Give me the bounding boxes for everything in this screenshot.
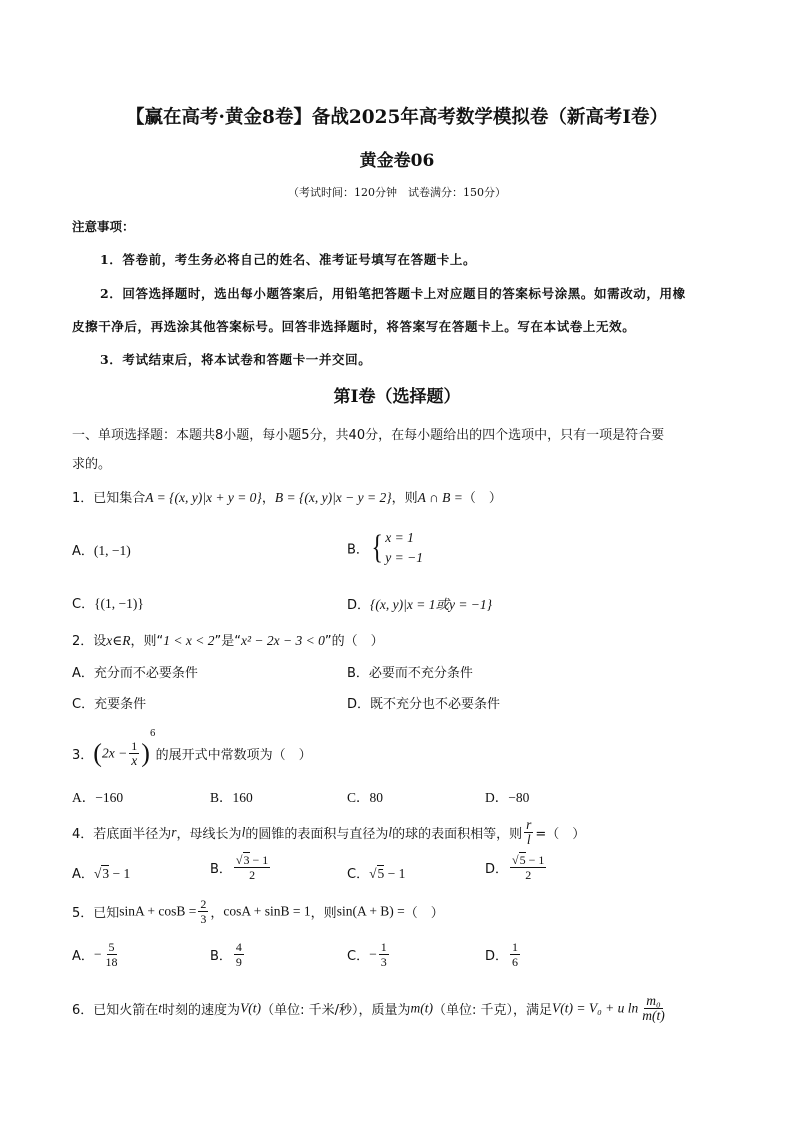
q3-option-c: C．80: [347, 790, 384, 805]
q1-set-b: B = {(x, y)|x − y = 2}: [274, 490, 392, 505]
section-intro-b: 求的。: [72, 457, 112, 472]
note-1: 1．答卷前，考生务必将自己的姓名、准考证号填写在答题卡上。: [100, 252, 477, 267]
q4-option-a: A．√3 − 1: [72, 866, 131, 882]
q1-option-a: A．(1, −1): [72, 543, 131, 559]
q6-stem: 6．已知火箭在t时刻的速度为V(t)（单位: 千米/秒），质量为m(t)（单位: 千克），满足V(t) = V₀ + u ln $\frac{\text{m₀}}{m(t)}$: [72, 993, 665, 1023]
exam-subtitle: 黄金卷06: [359, 151, 435, 171]
q1-option-b: B．{ x = 1 y = −1: [347, 529, 423, 566]
q5-option-d: D． $\frac{1}{6}$: [485, 940, 519, 969]
q2-option-c: C．充要条件: [72, 697, 147, 712]
note-3: 3．考试结束后，将本试卷和答题卡一并交回。: [100, 352, 372, 367]
q2-stem: 2．设x∈R，则“1 < x < 2”是“x² − 2x − 3 < 0”的（ ）: [72, 633, 384, 649]
q5-option-b: B． $\frac{4}{9}$: [210, 940, 242, 969]
q2-option-d: D．既不充分也不必要条件: [347, 697, 501, 712]
section-intro-a: 一、单项选择题：本题共8小题，每小题5分，共40分，在每小题给出的四个选项中，只有一项是符合要: [72, 428, 665, 443]
q3-option-a: A．−160: [72, 790, 124, 805]
q1-option-c: C．{(1, −1)}: [72, 596, 144, 612]
q4-option-b: B． $\frac{√3 - 1}{2}$: [210, 853, 269, 882]
q4-option-c: C．√5 − 1: [347, 866, 406, 882]
notes-heading: 注意事项：: [72, 219, 135, 234]
q5-option-a: A．− $\frac{5}{18}$: [72, 940, 118, 969]
q2-option-a: A．充分而不必要条件: [72, 666, 198, 681]
q3-option-d: D．−80: [485, 790, 530, 805]
q2-option-b: B．必要而不充分条件: [347, 666, 473, 681]
time-info: （考试时间：120分钟 试卷满分：150分）: [288, 186, 506, 199]
note-2a: 2．回答选择题时，选出每小题答案后，用铅笔把答题卡上对应题目的答案标号涂黑。如需改动，用橡: [100, 286, 686, 301]
q3-stem: 3．(2x − $\frac{1}{x}$ )$^6$的展开式中常数项为（ ）: [72, 729, 312, 768]
q1-set-a: A = {(x, y)|x + y = 0}: [145, 490, 262, 505]
q5-stem: 5．已知sinA + cosB = $\frac{2}{3}$ ，cosA + sinB = 1，则sin(A + B) =（ ）: [72, 897, 444, 926]
note-2b: 皮擦干净后，再选涂其他答案标号。回答非选择题时，将答案写在答题卡上。写在本试卷上无效。: [72, 319, 636, 334]
q1-option-d: D．{(x, y)|x = 1或y = −1}: [347, 597, 493, 613]
q3-option-b: B．160: [210, 790, 253, 805]
q1-stem: 1．已知集合A = {(x, y)|x + y = 0}，B = {(x, y)|x − y = 2}，则A ∩ B =（ ）: [72, 490, 502, 506]
section-title: 第Ⅰ卷（选择题）: [333, 387, 461, 407]
exam-title: 【赢在高考·黄金8卷】备战2025年高考数学模拟卷（新高考Ⅰ卷）: [126, 107, 668, 128]
q4-stem: 4．若底面半径为r，母线长为l的圆锥的表面积与直径为l的球的表面积相等，则 $\frac{r}{l}$ =（ ）: [72, 817, 586, 847]
q5-option-c: C．− $\frac{1}{3}$: [347, 940, 387, 969]
q4-option-d: D． $\frac{√5 - 1}{2}$: [485, 853, 545, 882]
